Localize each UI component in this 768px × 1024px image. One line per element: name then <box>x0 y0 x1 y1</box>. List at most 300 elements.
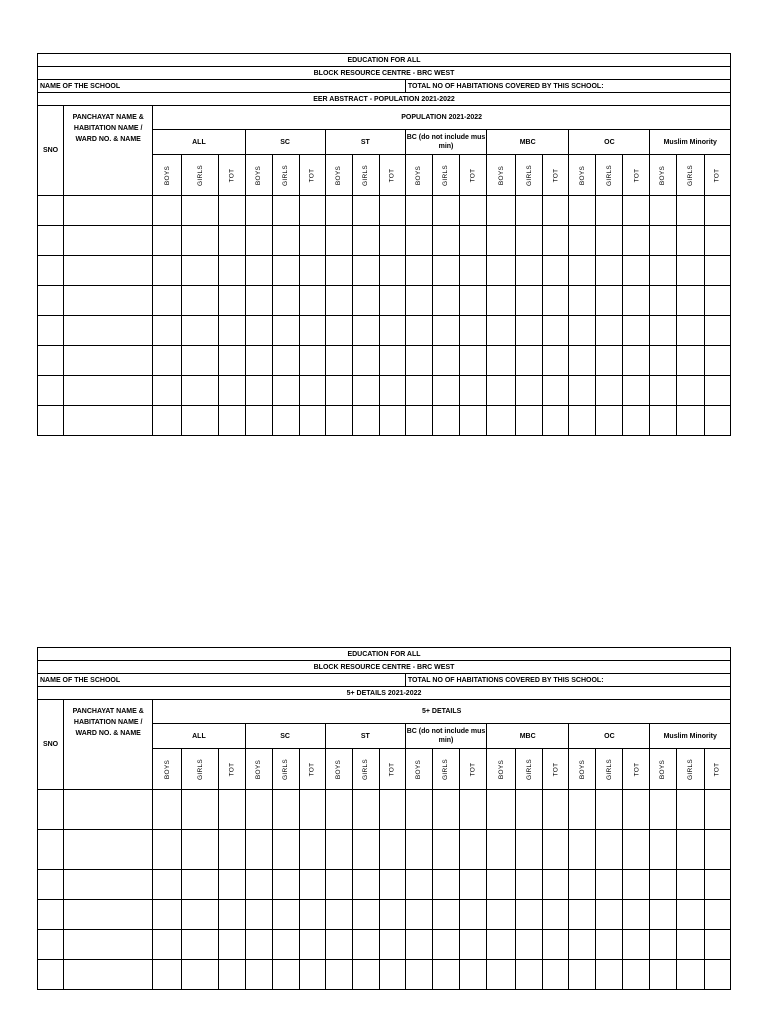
entry-cell[interactable] <box>379 226 405 256</box>
entry-cell[interactable] <box>460 830 487 870</box>
entry-cell[interactable] <box>64 196 153 226</box>
entry-cell[interactable] <box>487 286 516 316</box>
entry-cell[interactable] <box>596 196 623 226</box>
entry-cell[interactable] <box>650 286 676 316</box>
entry-cell[interactable] <box>299 226 325 256</box>
entry-cell[interactable] <box>650 870 676 900</box>
entry-cell[interactable] <box>219 406 245 436</box>
entry-cell[interactable] <box>432 900 459 930</box>
entry-cell[interactable] <box>405 346 432 376</box>
entry-cell[interactable] <box>569 286 596 316</box>
entry-cell[interactable] <box>153 930 182 960</box>
entry-cell[interactable] <box>219 376 245 406</box>
entry-cell[interactable] <box>379 930 405 960</box>
entry-cell[interactable] <box>245 196 272 226</box>
entry-cell[interactable] <box>38 790 64 830</box>
entry-cell[interactable] <box>516 256 543 286</box>
entry-cell[interactable] <box>569 406 596 436</box>
entry-cell[interactable] <box>153 960 182 990</box>
entry-cell[interactable] <box>272 406 299 436</box>
entry-cell[interactable] <box>38 830 64 870</box>
entry-cell[interactable] <box>623 256 650 286</box>
entry-cell[interactable] <box>299 930 325 960</box>
entry-cell[interactable] <box>219 870 245 900</box>
entry-cell[interactable] <box>516 196 543 226</box>
entry-cell[interactable] <box>460 316 487 346</box>
entry-cell[interactable] <box>405 286 432 316</box>
entry-cell[interactable] <box>543 790 569 830</box>
entry-cell[interactable] <box>650 830 676 870</box>
entry-cell[interactable] <box>379 286 405 316</box>
entry-cell[interactable] <box>153 376 182 406</box>
entry-cell[interactable] <box>704 870 730 900</box>
entry-cell[interactable] <box>432 830 459 870</box>
entry-cell[interactable] <box>543 900 569 930</box>
entry-cell[interactable] <box>182 870 219 900</box>
entry-cell[interactable] <box>352 376 379 406</box>
entry-cell[interactable] <box>676 376 704 406</box>
entry-cell[interactable] <box>245 790 272 830</box>
entry-cell[interactable] <box>153 870 182 900</box>
entry-cell[interactable] <box>245 226 272 256</box>
entry-cell[interactable] <box>676 900 704 930</box>
entry-cell[interactable] <box>405 256 432 286</box>
entry-cell[interactable] <box>543 226 569 256</box>
entry-cell[interactable] <box>245 870 272 900</box>
entry-cell[interactable] <box>325 316 352 346</box>
entry-cell[interactable] <box>650 790 676 830</box>
entry-cell[interactable] <box>516 930 543 960</box>
entry-cell[interactable] <box>379 900 405 930</box>
entry-cell[interactable] <box>299 286 325 316</box>
entry-cell[interactable] <box>623 930 650 960</box>
entry-cell[interactable] <box>352 316 379 346</box>
entry-cell[interactable] <box>405 870 432 900</box>
entry-cell[interactable] <box>432 316 459 346</box>
entry-cell[interactable] <box>516 406 543 436</box>
entry-cell[interactable] <box>272 870 299 900</box>
entry-cell[interactable] <box>623 316 650 346</box>
entry-cell[interactable] <box>325 790 352 830</box>
entry-cell[interactable] <box>460 790 487 830</box>
entry-cell[interactable] <box>432 930 459 960</box>
entry-cell[interactable] <box>623 346 650 376</box>
entry-cell[interactable] <box>182 226 219 256</box>
entry-cell[interactable] <box>352 960 379 990</box>
entry-cell[interactable] <box>460 930 487 960</box>
entry-cell[interactable] <box>153 316 182 346</box>
entry-cell[interactable] <box>299 870 325 900</box>
entry-cell[interactable] <box>219 346 245 376</box>
entry-cell[interactable] <box>64 316 153 346</box>
entry-cell[interactable] <box>325 900 352 930</box>
entry-cell[interactable] <box>460 376 487 406</box>
entry-cell[interactable] <box>272 286 299 316</box>
entry-cell[interactable] <box>379 406 405 436</box>
entry-cell[interactable] <box>182 930 219 960</box>
entry-cell[interactable] <box>704 930 730 960</box>
entry-cell[interactable] <box>182 900 219 930</box>
entry-cell[interactable] <box>325 256 352 286</box>
entry-cell[interactable] <box>623 870 650 900</box>
entry-cell[interactable] <box>596 226 623 256</box>
entry-cell[interactable] <box>543 930 569 960</box>
entry-cell[interactable] <box>325 960 352 990</box>
entry-cell[interactable] <box>153 406 182 436</box>
entry-cell[interactable] <box>676 196 704 226</box>
entry-cell[interactable] <box>325 406 352 436</box>
entry-cell[interactable] <box>596 376 623 406</box>
entry-cell[interactable] <box>182 960 219 990</box>
entry-cell[interactable] <box>460 346 487 376</box>
entry-cell[interactable] <box>596 790 623 830</box>
entry-cell[interactable] <box>704 960 730 990</box>
entry-cell[interactable] <box>623 900 650 930</box>
entry-cell[interactable] <box>325 286 352 316</box>
entry-cell[interactable] <box>219 256 245 286</box>
entry-cell[interactable] <box>487 830 516 870</box>
entry-cell[interactable] <box>676 930 704 960</box>
entry-cell[interactable] <box>516 900 543 930</box>
entry-cell[interactable] <box>676 790 704 830</box>
entry-cell[interactable] <box>64 930 153 960</box>
entry-cell[interactable] <box>272 900 299 930</box>
entry-cell[interactable] <box>64 376 153 406</box>
entry-cell[interactable] <box>153 900 182 930</box>
entry-cell[interactable] <box>650 226 676 256</box>
entry-cell[interactable] <box>487 376 516 406</box>
entry-cell[interactable] <box>219 196 245 226</box>
entry-cell[interactable] <box>704 376 730 406</box>
entry-cell[interactable] <box>219 930 245 960</box>
entry-cell[interactable] <box>676 286 704 316</box>
entry-cell[interactable] <box>650 346 676 376</box>
entry-cell[interactable] <box>219 960 245 990</box>
entry-cell[interactable] <box>64 406 153 436</box>
entry-cell[interactable] <box>623 406 650 436</box>
entry-cell[interactable] <box>182 376 219 406</box>
entry-cell[interactable] <box>569 226 596 256</box>
entry-cell[interactable] <box>704 316 730 346</box>
entry-cell[interactable] <box>379 256 405 286</box>
entry-cell[interactable] <box>487 930 516 960</box>
entry-cell[interactable] <box>272 376 299 406</box>
entry-cell[interactable] <box>432 406 459 436</box>
entry-cell[interactable] <box>569 376 596 406</box>
entry-cell[interactable] <box>182 286 219 316</box>
entry-cell[interactable] <box>182 256 219 286</box>
entry-cell[interactable] <box>704 346 730 376</box>
entry-cell[interactable] <box>182 406 219 436</box>
entry-cell[interactable] <box>38 900 64 930</box>
entry-cell[interactable] <box>272 830 299 870</box>
entry-cell[interactable] <box>650 196 676 226</box>
entry-cell[interactable] <box>245 316 272 346</box>
entry-cell[interactable] <box>432 286 459 316</box>
entry-cell[interactable] <box>596 406 623 436</box>
entry-cell[interactable] <box>460 286 487 316</box>
entry-cell[interactable] <box>38 406 64 436</box>
entry-cell[interactable] <box>623 830 650 870</box>
entry-cell[interactable] <box>153 830 182 870</box>
entry-cell[interactable] <box>245 830 272 870</box>
entry-cell[interactable] <box>245 930 272 960</box>
entry-cell[interactable] <box>650 256 676 286</box>
entry-cell[interactable] <box>596 960 623 990</box>
entry-cell[interactable] <box>569 346 596 376</box>
entry-cell[interactable] <box>153 346 182 376</box>
entry-cell[interactable] <box>623 226 650 256</box>
entry-cell[interactable] <box>676 406 704 436</box>
entry-cell[interactable] <box>153 196 182 226</box>
entry-cell[interactable] <box>299 900 325 930</box>
entry-cell[interactable] <box>325 830 352 870</box>
entry-cell[interactable] <box>245 960 272 990</box>
entry-cell[interactable] <box>623 376 650 406</box>
entry-cell[interactable] <box>704 256 730 286</box>
entry-cell[interactable] <box>432 960 459 990</box>
entry-cell[interactable] <box>569 316 596 346</box>
entry-cell[interactable] <box>543 256 569 286</box>
entry-cell[interactable] <box>153 286 182 316</box>
entry-cell[interactable] <box>245 376 272 406</box>
entry-cell[interactable] <box>38 226 64 256</box>
entry-cell[interactable] <box>460 870 487 900</box>
entry-cell[interactable] <box>704 790 730 830</box>
entry-cell[interactable] <box>650 406 676 436</box>
entry-cell[interactable] <box>352 256 379 286</box>
entry-cell[interactable] <box>432 376 459 406</box>
entry-cell[interactable] <box>153 790 182 830</box>
entry-cell[interactable] <box>676 226 704 256</box>
entry-cell[interactable] <box>516 830 543 870</box>
entry-cell[interactable] <box>460 960 487 990</box>
entry-cell[interactable] <box>596 830 623 870</box>
entry-cell[interactable] <box>299 830 325 870</box>
entry-cell[interactable] <box>676 830 704 870</box>
entry-cell[interactable] <box>704 226 730 256</box>
entry-cell[interactable] <box>272 256 299 286</box>
entry-cell[interactable] <box>596 900 623 930</box>
entry-cell[interactable] <box>325 346 352 376</box>
entry-cell[interactable] <box>516 376 543 406</box>
entry-cell[interactable] <box>299 376 325 406</box>
entry-cell[interactable] <box>299 960 325 990</box>
entry-cell[interactable] <box>405 196 432 226</box>
entry-cell[interactable] <box>352 346 379 376</box>
entry-cell[interactable] <box>219 900 245 930</box>
entry-cell[interactable] <box>650 900 676 930</box>
entry-cell[interactable] <box>379 196 405 226</box>
entry-cell[interactable] <box>299 790 325 830</box>
entry-cell[interactable] <box>596 346 623 376</box>
entry-cell[interactable] <box>272 960 299 990</box>
entry-cell[interactable] <box>352 286 379 316</box>
entry-cell[interactable] <box>245 900 272 930</box>
entry-cell[interactable] <box>623 790 650 830</box>
entry-cell[interactable] <box>487 346 516 376</box>
entry-cell[interactable] <box>379 870 405 900</box>
entry-cell[interactable] <box>64 226 153 256</box>
entry-cell[interactable] <box>704 286 730 316</box>
entry-cell[interactable] <box>487 870 516 900</box>
entry-cell[interactable] <box>650 960 676 990</box>
entry-cell[interactable] <box>460 226 487 256</box>
entry-cell[interactable] <box>460 406 487 436</box>
entry-cell[interactable] <box>219 286 245 316</box>
entry-cell[interactable] <box>182 790 219 830</box>
entry-cell[interactable] <box>596 870 623 900</box>
entry-cell[interactable] <box>460 196 487 226</box>
entry-cell[interactable] <box>219 790 245 830</box>
entry-cell[interactable] <box>352 226 379 256</box>
entry-cell[interactable] <box>676 256 704 286</box>
entry-cell[interactable] <box>38 316 64 346</box>
entry-cell[interactable] <box>245 256 272 286</box>
entry-cell[interactable] <box>487 316 516 346</box>
entry-cell[interactable] <box>432 196 459 226</box>
entry-cell[interactable] <box>650 316 676 346</box>
entry-cell[interactable] <box>182 316 219 346</box>
entry-cell[interactable] <box>569 870 596 900</box>
entry-cell[interactable] <box>543 870 569 900</box>
entry-cell[interactable] <box>182 830 219 870</box>
entry-cell[interactable] <box>405 930 432 960</box>
entry-cell[interactable] <box>245 346 272 376</box>
entry-cell[interactable] <box>405 406 432 436</box>
entry-cell[interactable] <box>405 900 432 930</box>
entry-cell[interactable] <box>64 286 153 316</box>
entry-cell[interactable] <box>543 316 569 346</box>
entry-cell[interactable] <box>272 316 299 346</box>
entry-cell[interactable] <box>64 900 153 930</box>
entry-cell[interactable] <box>272 790 299 830</box>
entry-cell[interactable] <box>405 316 432 346</box>
entry-cell[interactable] <box>569 900 596 930</box>
entry-cell[interactable] <box>219 830 245 870</box>
entry-cell[interactable] <box>487 900 516 930</box>
entry-cell[interactable] <box>543 286 569 316</box>
entry-cell[interactable] <box>352 870 379 900</box>
entry-cell[interactable] <box>64 960 153 990</box>
entry-cell[interactable] <box>516 790 543 830</box>
entry-cell[interactable] <box>245 286 272 316</box>
entry-cell[interactable] <box>676 960 704 990</box>
entry-cell[interactable] <box>38 256 64 286</box>
entry-cell[interactable] <box>650 376 676 406</box>
entry-cell[interactable] <box>405 376 432 406</box>
entry-cell[interactable] <box>325 376 352 406</box>
entry-cell[interactable] <box>352 196 379 226</box>
entry-cell[interactable] <box>487 226 516 256</box>
entry-cell[interactable] <box>245 406 272 436</box>
entry-cell[interactable] <box>38 960 64 990</box>
entry-cell[interactable] <box>623 196 650 226</box>
entry-cell[interactable] <box>487 256 516 286</box>
entry-cell[interactable] <box>405 830 432 870</box>
entry-cell[interactable] <box>64 790 153 830</box>
entry-cell[interactable] <box>405 960 432 990</box>
entry-cell[interactable] <box>182 196 219 226</box>
entry-cell[interactable] <box>460 900 487 930</box>
entry-cell[interactable] <box>487 790 516 830</box>
entry-cell[interactable] <box>219 316 245 346</box>
entry-cell[interactable] <box>38 930 64 960</box>
entry-cell[interactable] <box>432 256 459 286</box>
entry-cell[interactable] <box>153 256 182 286</box>
entry-cell[interactable] <box>516 226 543 256</box>
entry-cell[interactable] <box>352 790 379 830</box>
entry-cell[interactable] <box>64 870 153 900</box>
entry-cell[interactable] <box>543 406 569 436</box>
entry-cell[interactable] <box>596 316 623 346</box>
entry-cell[interactable] <box>432 226 459 256</box>
entry-cell[interactable] <box>272 196 299 226</box>
entry-cell[interactable] <box>299 196 325 226</box>
entry-cell[interactable] <box>704 830 730 870</box>
entry-cell[interactable] <box>38 346 64 376</box>
entry-cell[interactable] <box>543 346 569 376</box>
entry-cell[interactable] <box>543 376 569 406</box>
entry-cell[interactable] <box>704 900 730 930</box>
entry-cell[interactable] <box>379 346 405 376</box>
entry-cell[interactable] <box>516 960 543 990</box>
entry-cell[interactable] <box>352 406 379 436</box>
entry-cell[interactable] <box>516 346 543 376</box>
entry-cell[interactable] <box>325 870 352 900</box>
entry-cell[interactable] <box>272 930 299 960</box>
entry-cell[interactable] <box>379 376 405 406</box>
entry-cell[interactable] <box>153 226 182 256</box>
entry-cell[interactable] <box>516 286 543 316</box>
entry-cell[interactable] <box>379 960 405 990</box>
entry-cell[interactable] <box>38 870 64 900</box>
entry-cell[interactable] <box>405 226 432 256</box>
entry-cell[interactable] <box>487 406 516 436</box>
entry-cell[interactable] <box>460 256 487 286</box>
entry-cell[interactable] <box>569 790 596 830</box>
entry-cell[interactable] <box>325 930 352 960</box>
entry-cell[interactable] <box>182 346 219 376</box>
entry-cell[interactable] <box>432 346 459 376</box>
entry-cell[interactable] <box>516 316 543 346</box>
entry-cell[interactable] <box>569 256 596 286</box>
entry-cell[interactable] <box>432 870 459 900</box>
entry-cell[interactable] <box>352 830 379 870</box>
entry-cell[interactable] <box>676 346 704 376</box>
entry-cell[interactable] <box>272 226 299 256</box>
entry-cell[interactable] <box>516 870 543 900</box>
entry-cell[interactable] <box>487 196 516 226</box>
entry-cell[interactable] <box>299 406 325 436</box>
entry-cell[interactable] <box>219 226 245 256</box>
entry-cell[interactable] <box>38 286 64 316</box>
entry-cell[interactable] <box>569 196 596 226</box>
entry-cell[interactable] <box>543 960 569 990</box>
entry-cell[interactable] <box>596 256 623 286</box>
entry-cell[interactable] <box>325 226 352 256</box>
entry-cell[interactable] <box>543 830 569 870</box>
entry-cell[interactable] <box>299 346 325 376</box>
entry-cell[interactable] <box>379 316 405 346</box>
entry-cell[interactable] <box>64 830 153 870</box>
entry-cell[interactable] <box>352 900 379 930</box>
entry-cell[interactable] <box>704 196 730 226</box>
entry-cell[interactable] <box>543 196 569 226</box>
entry-cell[interactable] <box>569 960 596 990</box>
entry-cell[interactable] <box>704 406 730 436</box>
entry-cell[interactable] <box>623 286 650 316</box>
